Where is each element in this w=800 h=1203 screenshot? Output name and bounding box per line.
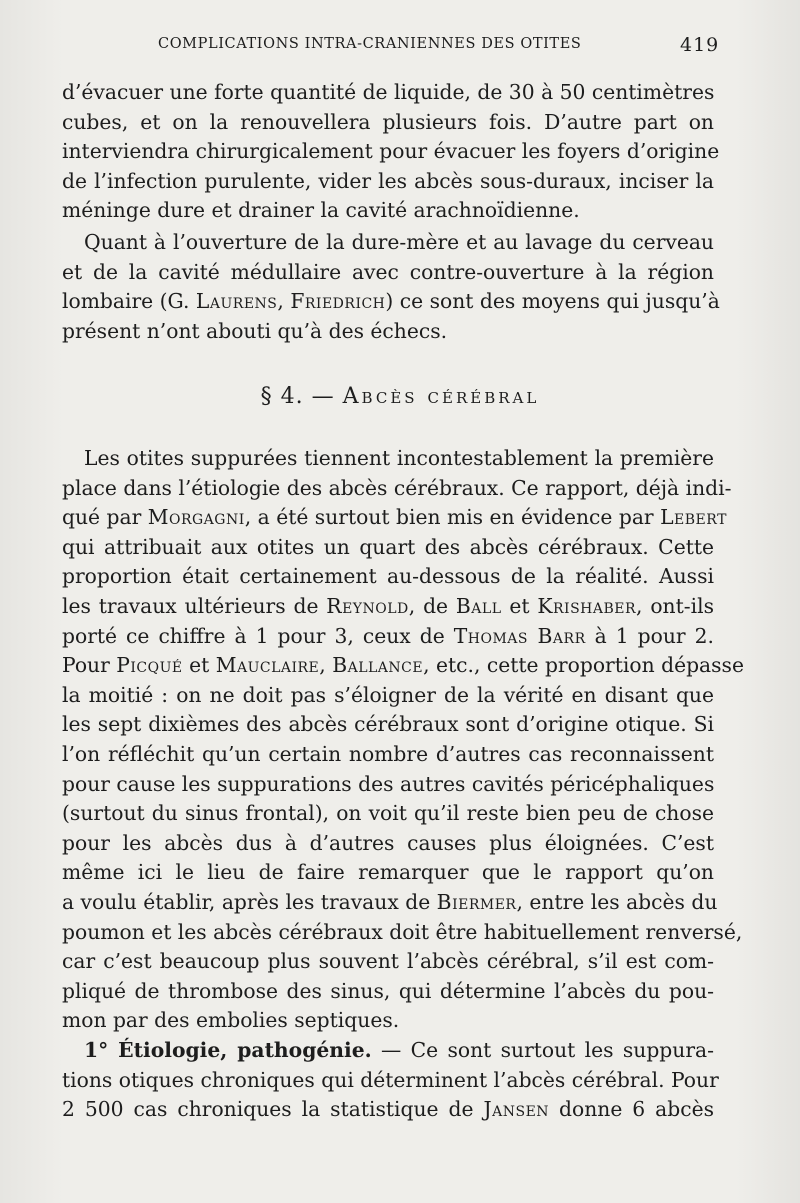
author-name: Ballance <box>332 653 424 678</box>
author-name: Friedrich <box>290 289 386 314</box>
paragraph-1 <box>62 78 720 226</box>
text-line: interviendra chirurgicalement pour évacuer les foyers d’origine <box>62 139 720 164</box>
paragraph-4 <box>62 1036 719 1125</box>
text-run: ) ce sont des moyens qui jusqu’à <box>385 289 720 314</box>
text-run: , entre les abcès du <box>516 889 718 914</box>
section-title: Abcès cérébral <box>342 384 540 409</box>
section-number: § 4. — <box>260 384 335 409</box>
text-line <box>62 651 744 681</box>
author-name: Lebert <box>660 505 727 530</box>
text-run: les travaux ultérieurs de <box>62 593 327 618</box>
author-name: Thomas Barr <box>453 623 586 648</box>
text-run: , de <box>408 593 456 618</box>
text-line: pour cause les suppurations des autres cavités péricéphaliques <box>62 771 715 796</box>
text-line: les sept dixièmes des abcès cérébraux sont d’origine otique. Si <box>62 712 714 737</box>
paragraph-3 <box>62 444 744 1036</box>
text-line: la moitié : on ne doit pas s’éloigner de la vérité en disant que <box>62 682 714 707</box>
text-run: , ont-ils <box>636 593 714 618</box>
text-line <box>62 503 727 533</box>
text-run: Pour <box>62 653 117 678</box>
section-heading <box>0 384 800 409</box>
author-name: Picqué <box>116 653 183 678</box>
page-number: 419 <box>680 34 720 56</box>
text-run: donne 6 abcès <box>549 1097 714 1122</box>
author-name: Biermer <box>436 889 517 914</box>
page-header <box>0 36 800 60</box>
text-run: 2 500 cas chroniques la statistique de <box>62 1097 484 1122</box>
text-line: même ici le lieu de faire remarquer que le rapport qu’on <box>62 860 714 885</box>
author-name: Laurens <box>195 289 278 314</box>
text-run: et <box>182 653 216 678</box>
text-run: à 1 pour 2. <box>585 623 715 648</box>
text-line <box>62 888 718 918</box>
text-line: mon par des embolies septiques. <box>62 1008 400 1033</box>
text-line: présent n’ont abouti qu’à des échecs. <box>62 318 448 343</box>
text-run: et <box>501 593 538 618</box>
text-line: pour les abcès dus à d’autres causes plus éloignées. C’est <box>62 830 714 855</box>
author-name: Krishaber <box>537 593 637 618</box>
text-line: car c’est beaucoup plus souvent l’abcès cérébral, s’il est com- <box>62 949 714 974</box>
text-run: , a été surtout bien mis en évidence par <box>244 505 661 530</box>
text-line <box>62 622 714 652</box>
paragraph-2 <box>62 228 720 346</box>
text-line <box>62 287 720 317</box>
text-line: Quant à l’ouverture de la dure-mère et au lavage du cerveau <box>84 230 714 254</box>
text-line: tions otiques chroniques qui déterminent l’abcès cérébral. Pour <box>62 1067 719 1092</box>
text-line: Les otites suppurées tiennent incontestablement la première <box>84 446 714 470</box>
text-line: place dans l’étiologie des abcès cérébraux. Ce rapport, déjà indi- <box>62 475 732 500</box>
text-line: pliqué de thrombose des sinus, qui détermine l’abcès du pou- <box>62 978 714 1003</box>
author-name: Ball <box>455 593 502 618</box>
text-run: lombaire (G. <box>62 289 196 314</box>
text-run: — Ce sont surtout les suppura- <box>371 1038 714 1062</box>
text-line: méninge dure et drainer la cavité arachnoïdienne. <box>62 198 580 223</box>
text-run: porté ce chiffre à 1 pour 3, ceux de <box>62 623 454 648</box>
text-run: a voulu établir, après les travaux de <box>62 889 437 914</box>
text-line <box>62 592 714 622</box>
author-name: Mauclaire <box>215 653 320 678</box>
text-line: d’évacuer une forte quantité de liquide, de 30 à 50 centimètres <box>62 80 715 104</box>
subsection-heading: 1° Étiologie, pathogénie. <box>84 1038 372 1062</box>
author-name: Jansen <box>483 1097 550 1122</box>
text-line <box>62 1036 714 1066</box>
text-run: qué par <box>62 505 148 530</box>
author-name: Reynold <box>326 593 409 618</box>
text-line: cubes, et on la renouvellera plusieurs fois. D’autre part on <box>62 109 714 134</box>
text-run: , etc., cette proportion dépasse <box>423 653 744 678</box>
text-line: (surtout du sinus frontal), on voit qu’il reste bien peu de chose <box>62 801 714 826</box>
text-line: de l’infection purulente, vider les abcès sous-duraux, inciser la <box>62 168 714 193</box>
running-head: COMPLICATIONS INTRA-CRANIENNES DES OTITES <box>158 36 582 52</box>
text-line: l’on réfléchit qu’un certain nombre d’autres cas reconnaissent <box>62 741 714 766</box>
text-run: , <box>277 289 291 314</box>
text-line: qui attribuait aux otites un quart des abcès cérébraux. Cette <box>62 534 714 559</box>
text-line: poumon et les abcès cérébraux doit être habituellement renversé, <box>62 919 743 944</box>
author-name: Morgagni <box>147 505 245 530</box>
text-line <box>62 1095 714 1125</box>
text-run: , <box>319 653 333 678</box>
text-line: proportion était certainement au-dessous de la réalité. Aussi <box>62 564 714 589</box>
text-line: et de la cavité médullaire avec contre-ouverture à la région <box>62 259 714 284</box>
